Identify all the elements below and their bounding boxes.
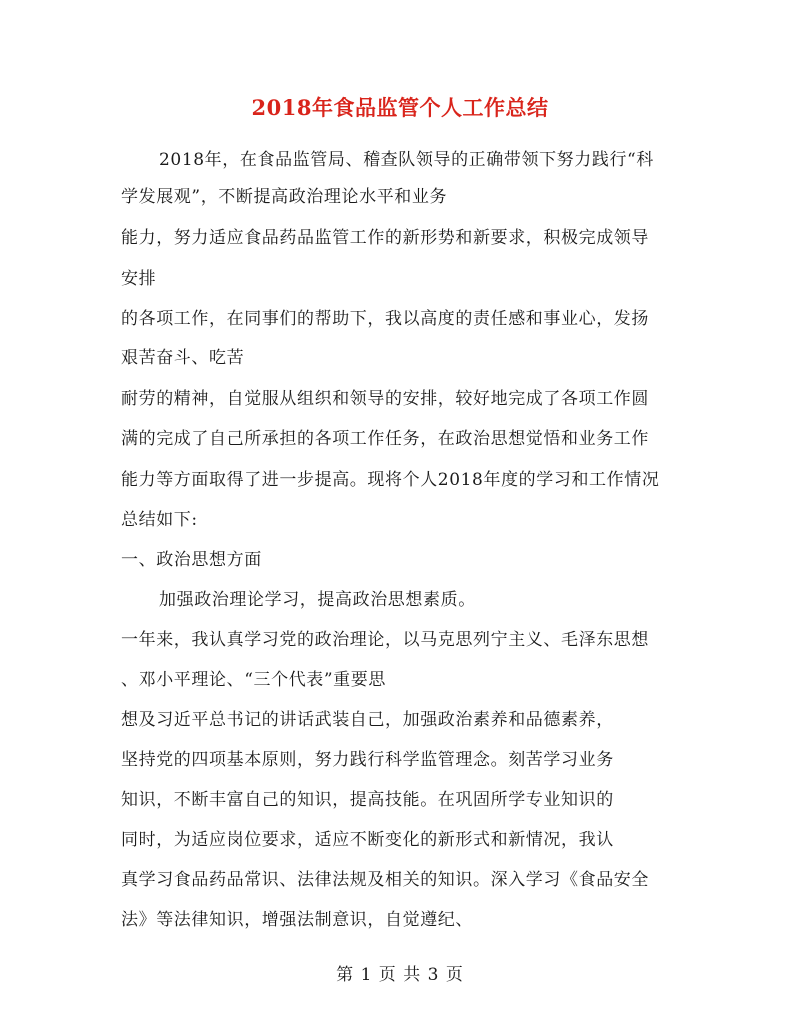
- paragraph-line: 一年来，我认真学习党的政治理论，以马克思列宁主义、毛泽东思想: [121, 630, 649, 650]
- paragraph-line: 艰苦奋斗、吃苦: [121, 348, 245, 368]
- paragraph-line: 能力等方面取得了进一步提高。现将个人2018年度的学习和工作情况: [121, 470, 660, 490]
- paragraph-line: 加强政治理论学习，提高政治思想素质。: [159, 590, 476, 610]
- paragraph-line: 耐劳的精神，自觉服从组织和领导的安排，较好地完成了各项工作圆: [121, 389, 649, 409]
- paragraph-line: 法》等法律知识，增强法制意识，自觉遵纪、: [121, 910, 473, 930]
- paragraph-line: 的各项工作，在同事们的帮助下，我以高度的责任感和事业心，发扬: [121, 309, 649, 329]
- document-title: 2018年食品监管个人工作总结: [251, 95, 549, 120]
- paragraph-line: 能力，努力适应食品药品监管工作的新形势和新要求，积极完成领导: [121, 228, 649, 248]
- paragraph-line: 总结如下:: [121, 510, 198, 530]
- paragraph-line: 、邓小平理论、“三个代表”重要思: [121, 670, 386, 690]
- paragraph-line: 满的完成了自己所承担的各项工作任务，在政治思想觉悟和业务工作: [121, 429, 649, 449]
- page-footer: 第 1 页 共 3 页: [336, 965, 464, 985]
- paragraph-line: 知识，不断丰富自己的知识，提高技能。在巩固所学专业知识的: [121, 790, 614, 810]
- paragraph-line: 真学习食品药品常识、法律法规及相关的知识。深入学习《食品安全: [121, 870, 649, 890]
- section-heading: 一、政治思想方面: [121, 550, 262, 570]
- paragraph-line: 想及习近平总书记的讲话武装自己，加强政治素养和品德素养，: [121, 710, 614, 730]
- paragraph-line: 坚持党的四项基本原则，努力践行科学监管理念。刻苦学习业务: [121, 750, 614, 770]
- paragraph-line: 学发展观”，不断提高政治理论水平和业务: [121, 187, 448, 207]
- paragraph-line: 同时，为适应岗位要求，适应不断变化的新形式和新情况，我认: [121, 830, 614, 850]
- paragraph-line: 2018年，在食品监管局、稽查队领导的正确带领下努力践行“科: [159, 150, 654, 170]
- paragraph-line: 安排: [121, 269, 157, 289]
